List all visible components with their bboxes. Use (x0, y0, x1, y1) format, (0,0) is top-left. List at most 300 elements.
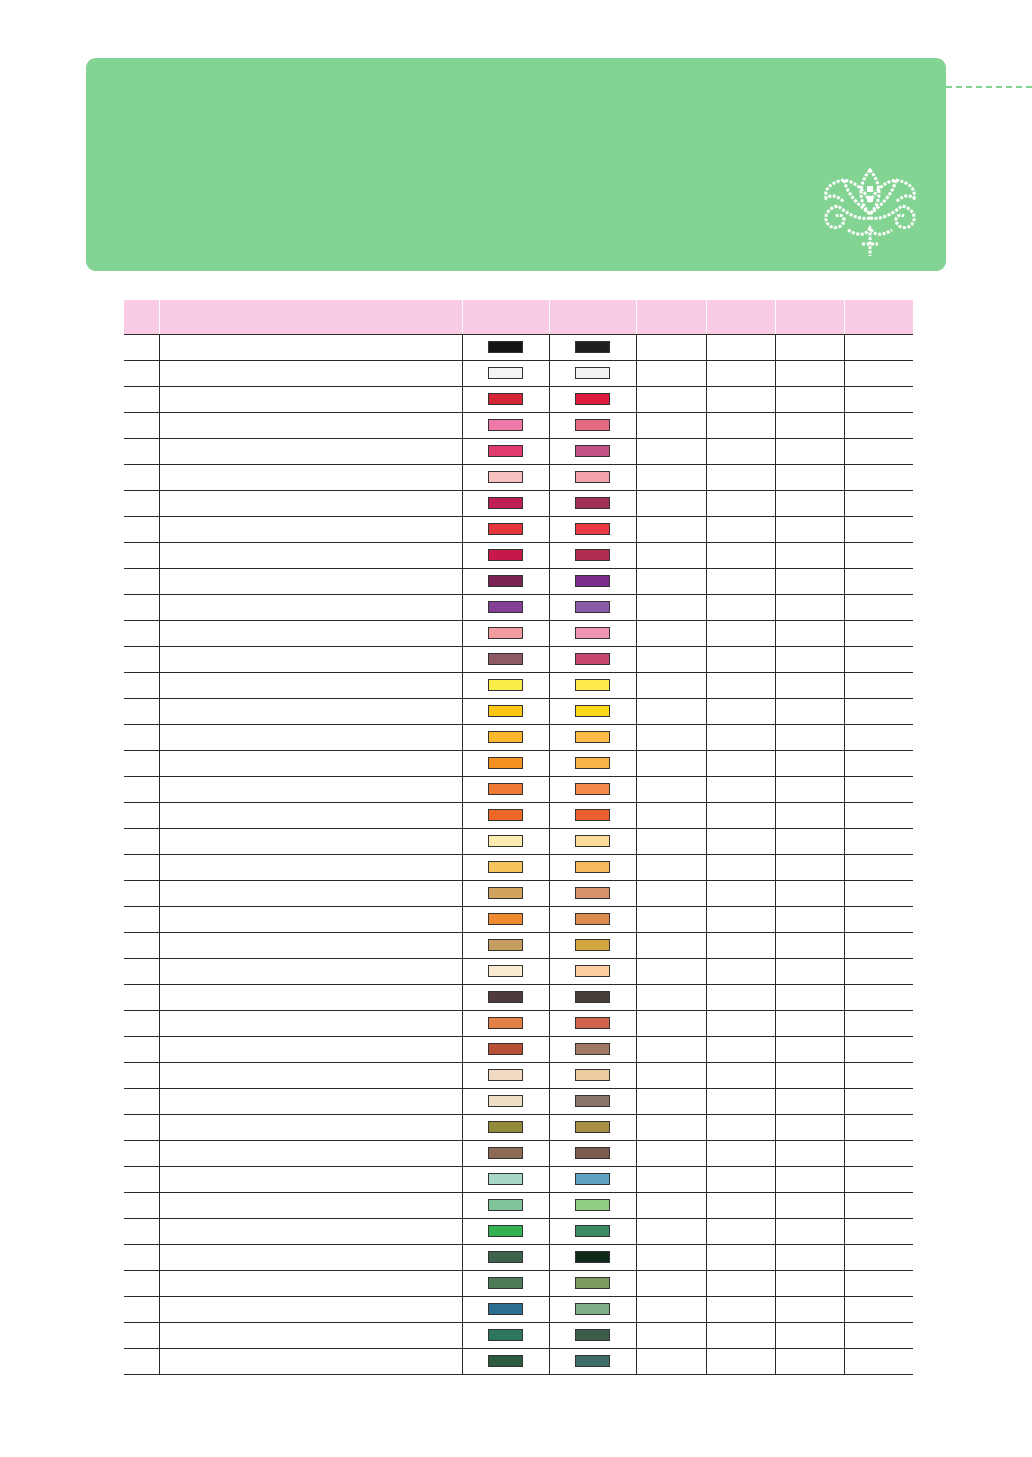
table-cell (636, 1167, 706, 1193)
table-cell (706, 647, 775, 673)
table-cell (124, 803, 159, 829)
table-row (124, 543, 913, 569)
table-row (124, 439, 913, 465)
table-cell (844, 517, 913, 543)
table-row (124, 829, 913, 855)
table-cell (636, 959, 706, 985)
table-cell (124, 751, 159, 777)
table-cell (159, 699, 462, 725)
color-swatch (488, 419, 523, 431)
table-cell (462, 335, 549, 361)
table-cell (844, 829, 913, 855)
color-swatch (575, 1069, 610, 1081)
table-cell (124, 881, 159, 907)
table-cell (549, 751, 636, 777)
color-swatch (575, 757, 610, 769)
table-cell (775, 1167, 844, 1193)
color-swatch (488, 965, 523, 977)
color-swatch (575, 939, 610, 951)
table-cell (844, 621, 913, 647)
table-cell (549, 673, 636, 699)
color-swatch (488, 523, 523, 535)
table-cell (549, 413, 636, 439)
table-row (124, 881, 913, 907)
color-swatch (488, 887, 523, 899)
table-cell (124, 725, 159, 751)
color-swatch (575, 341, 610, 353)
table-cell (636, 1271, 706, 1297)
color-swatch (488, 1069, 523, 1081)
table-cell (706, 1141, 775, 1167)
table-cell (124, 673, 159, 699)
table-cell (706, 491, 775, 517)
color-swatch (488, 1225, 523, 1237)
table-cell (844, 1193, 913, 1219)
table-cell (124, 335, 159, 361)
table-cell (775, 1297, 844, 1323)
table-cell (706, 439, 775, 465)
table-cell (159, 959, 462, 985)
table-cell (775, 1245, 844, 1271)
color-swatch (575, 705, 610, 717)
table-cell (159, 777, 462, 803)
table-cell (706, 465, 775, 491)
table-cell (775, 621, 844, 647)
table-cell (124, 1219, 159, 1245)
table-cell (775, 907, 844, 933)
color-swatch (575, 419, 610, 431)
color-swatch (575, 991, 610, 1003)
column-header-6 (706, 300, 775, 335)
table-cell (549, 829, 636, 855)
table-cell (159, 829, 462, 855)
table-cell (844, 959, 913, 985)
table-cell (706, 1219, 775, 1245)
table-cell (462, 829, 549, 855)
table-cell (775, 777, 844, 803)
table-cell (549, 543, 636, 569)
table-cell (549, 1219, 636, 1245)
table-cell (844, 387, 913, 413)
table-cell (706, 1115, 775, 1141)
table-cell (775, 335, 844, 361)
table-cell (636, 803, 706, 829)
lotus-motif-icon (818, 166, 922, 258)
table-cell (775, 1037, 844, 1063)
table-cell (462, 777, 549, 803)
table-cell (636, 621, 706, 647)
table-cell (549, 777, 636, 803)
table-cell (706, 777, 775, 803)
table-row (124, 1141, 913, 1167)
table-cell (706, 725, 775, 751)
table-row (124, 959, 913, 985)
table-cell (844, 491, 913, 517)
table-cell (549, 647, 636, 673)
color-swatch (488, 393, 523, 405)
table-cell (775, 1349, 844, 1375)
table-cell (549, 1167, 636, 1193)
table-cell (124, 1271, 159, 1297)
table-cell (124, 959, 159, 985)
color-swatch (488, 705, 523, 717)
color-swatch (575, 445, 610, 457)
table-row (124, 1115, 913, 1141)
table-row (124, 1271, 913, 1297)
table-cell (549, 1011, 636, 1037)
table-cell (775, 881, 844, 907)
table-row (124, 1063, 913, 1089)
table-cell (159, 907, 462, 933)
table-cell (462, 1297, 549, 1323)
table-cell (462, 673, 549, 699)
table-cell (124, 595, 159, 621)
color-swatch (488, 1199, 523, 1211)
table-cell (775, 1219, 844, 1245)
color-swatch (488, 497, 523, 509)
table-cell (706, 517, 775, 543)
table-row (124, 1037, 913, 1063)
table-cell (636, 361, 706, 387)
table-cell (636, 1011, 706, 1037)
table-cell (462, 751, 549, 777)
color-swatch (488, 731, 523, 743)
column-header-3 (462, 300, 549, 335)
table-cell (706, 387, 775, 413)
table-cell (159, 985, 462, 1011)
table-cell (159, 543, 462, 569)
table-cell (159, 335, 462, 361)
table-cell (124, 439, 159, 465)
table-cell (775, 751, 844, 777)
table-row (124, 751, 913, 777)
table-cell (636, 751, 706, 777)
table-cell (636, 1037, 706, 1063)
color-swatch (575, 1303, 610, 1315)
color-swatch (488, 341, 523, 353)
color-swatch (488, 783, 523, 795)
color-swatch (488, 1329, 523, 1341)
table-cell (159, 1167, 462, 1193)
table-cell (124, 1037, 159, 1063)
table-cell (462, 361, 549, 387)
color-swatch (488, 367, 523, 379)
color-swatch (488, 601, 523, 613)
table-cell (706, 933, 775, 959)
color-swatch (488, 1017, 523, 1029)
table-cell (549, 1037, 636, 1063)
table-cell (775, 829, 844, 855)
table-cell (636, 1323, 706, 1349)
table-cell (462, 959, 549, 985)
table-cell (844, 699, 913, 725)
table-cell (706, 1193, 775, 1219)
table-cell (159, 595, 462, 621)
column-header-4 (549, 300, 636, 335)
table-cell (844, 1271, 913, 1297)
table-cell (124, 907, 159, 933)
table-cell (549, 621, 636, 647)
color-swatch (575, 913, 610, 925)
table-cell (462, 491, 549, 517)
table-cell (549, 387, 636, 413)
table-cell (636, 1089, 706, 1115)
table-cell (549, 985, 636, 1011)
table-cell (706, 699, 775, 725)
color-swatch (575, 1173, 610, 1185)
table-cell (844, 543, 913, 569)
table-cell (124, 829, 159, 855)
table-cell (636, 855, 706, 881)
table-cell (636, 1063, 706, 1089)
table-cell (462, 387, 549, 413)
table-cell (706, 1323, 775, 1349)
color-swatch (488, 757, 523, 769)
table-row (124, 1167, 913, 1193)
table-cell (159, 517, 462, 543)
color-swatch (488, 1095, 523, 1107)
table-row (124, 1193, 913, 1219)
table-cell (462, 1141, 549, 1167)
table-cell (159, 751, 462, 777)
table-cell (775, 985, 844, 1011)
table-cell (124, 1089, 159, 1115)
table-row (124, 1323, 913, 1349)
color-swatch (575, 549, 610, 561)
color-swatch (575, 1147, 610, 1159)
color-swatch (488, 913, 523, 925)
table-cell (124, 1193, 159, 1219)
table-row (124, 907, 913, 933)
table-cell (462, 1193, 549, 1219)
table-cell (159, 1245, 462, 1271)
table-cell (636, 1245, 706, 1271)
color-swatch (488, 471, 523, 483)
table-cell (462, 1115, 549, 1141)
table-row (124, 569, 913, 595)
table-cell (462, 465, 549, 491)
table-cell (844, 439, 913, 465)
table-cell (775, 1323, 844, 1349)
table-cell (159, 361, 462, 387)
table-cell (706, 621, 775, 647)
color-swatch (575, 1121, 610, 1133)
table-cell (159, 387, 462, 413)
table-cell (549, 465, 636, 491)
table-cell (549, 1349, 636, 1375)
table-cell (159, 1115, 462, 1141)
table-cell (775, 699, 844, 725)
table-cell (549, 725, 636, 751)
table-cell (775, 959, 844, 985)
color-swatch (575, 575, 610, 587)
table-cell (124, 777, 159, 803)
table-cell (844, 1063, 913, 1089)
table-cell (462, 621, 549, 647)
table-cell (636, 543, 706, 569)
color-swatch (488, 835, 523, 847)
table-cell (844, 361, 913, 387)
table-cell (159, 439, 462, 465)
table-cell (636, 699, 706, 725)
color-swatch (575, 393, 610, 405)
color-swatch (488, 861, 523, 873)
table-header-row (124, 300, 913, 335)
table-cell (124, 1245, 159, 1271)
table-cell (636, 725, 706, 751)
table-row (124, 1245, 913, 1271)
table-cell (706, 543, 775, 569)
table-row (124, 465, 913, 491)
column-header-1 (124, 300, 159, 335)
table-cell (124, 621, 159, 647)
table-cell (549, 881, 636, 907)
table-cell (706, 335, 775, 361)
table-cell (706, 1089, 775, 1115)
table-cell (706, 1167, 775, 1193)
table-cell (636, 933, 706, 959)
table-cell (844, 1245, 913, 1271)
table-cell (844, 595, 913, 621)
table-cell (706, 855, 775, 881)
table-cell (706, 595, 775, 621)
color-swatch (575, 679, 610, 691)
table-cell (124, 517, 159, 543)
column-header-8 (844, 300, 913, 335)
table-cell (636, 829, 706, 855)
table-cell (775, 933, 844, 959)
color-swatch (575, 783, 610, 795)
table-cell (706, 569, 775, 595)
table-cell (462, 1011, 549, 1037)
color-swatch (575, 1277, 610, 1289)
table-cell (159, 855, 462, 881)
column-header-7 (775, 300, 844, 335)
color-swatch (575, 887, 610, 899)
table-cell (124, 1011, 159, 1037)
table-cell (549, 1115, 636, 1141)
table-row (124, 933, 913, 959)
table-cell (775, 491, 844, 517)
table-cell (844, 335, 913, 361)
table-cell (462, 1349, 549, 1375)
color-swatch (488, 991, 523, 1003)
table-cell (549, 491, 636, 517)
color-swatch (488, 1355, 523, 1367)
table-cell (462, 985, 549, 1011)
table-cell (844, 1037, 913, 1063)
color-swatch (488, 1251, 523, 1263)
table-row (124, 1219, 913, 1245)
table-cell (159, 569, 462, 595)
table-row (124, 517, 913, 543)
table-cell (159, 1271, 462, 1297)
table-cell (775, 543, 844, 569)
table-row (124, 699, 913, 725)
table-cell (549, 959, 636, 985)
table-cell (462, 439, 549, 465)
table-cell (844, 673, 913, 699)
color-swatch (575, 1329, 610, 1341)
table-cell (159, 1219, 462, 1245)
table-cell (462, 1063, 549, 1089)
table-cell (775, 1115, 844, 1141)
table-cell (549, 1297, 636, 1323)
table-cell (549, 1323, 636, 1349)
table-cell (844, 1089, 913, 1115)
table-cell (124, 699, 159, 725)
color-swatch (488, 1043, 523, 1055)
table-cell (124, 1297, 159, 1323)
table-cell (706, 361, 775, 387)
table-cell (549, 1245, 636, 1271)
table-cell (549, 907, 636, 933)
table-cell (775, 647, 844, 673)
table-cell (844, 855, 913, 881)
column-header-2 (159, 300, 462, 335)
table-cell (706, 1245, 775, 1271)
table-cell (844, 465, 913, 491)
table-cell (775, 517, 844, 543)
table-cell (159, 1323, 462, 1349)
table-cell (159, 465, 462, 491)
table-cell (462, 1271, 549, 1297)
table-cell (124, 543, 159, 569)
table-row (124, 1011, 913, 1037)
table-row (124, 777, 913, 803)
table-cell (462, 725, 549, 751)
table-cell (462, 1167, 549, 1193)
table-cell (775, 725, 844, 751)
table-cell (636, 673, 706, 699)
color-swatch (575, 1225, 610, 1237)
table-row (124, 387, 913, 413)
table-cell (706, 1349, 775, 1375)
color-swatch (488, 1121, 523, 1133)
color-swatch (575, 1199, 610, 1211)
table-cell (462, 517, 549, 543)
color-swatch (575, 1251, 610, 1263)
color-swatch (488, 1303, 523, 1315)
table-cell (775, 361, 844, 387)
table-cell (706, 985, 775, 1011)
color-swatch (575, 497, 610, 509)
table-row (124, 725, 913, 751)
table-cell (159, 673, 462, 699)
table-cell (636, 517, 706, 543)
color-swatch (575, 471, 610, 483)
table-cell (549, 361, 636, 387)
dashed-guide-line (946, 86, 1032, 88)
color-swatch (575, 1017, 610, 1029)
table-cell (775, 569, 844, 595)
table-cell (124, 491, 159, 517)
table-cell (844, 933, 913, 959)
table-row (124, 1089, 913, 1115)
table-cell (636, 387, 706, 413)
table-cell (844, 1323, 913, 1349)
table-row (124, 595, 913, 621)
table-cell (549, 517, 636, 543)
table-cell (636, 1297, 706, 1323)
table-cell (706, 1063, 775, 1089)
table-cell (636, 1141, 706, 1167)
color-chart-table (124, 300, 913, 1375)
table-cell (706, 959, 775, 985)
table-cell (844, 413, 913, 439)
color-swatch (575, 1043, 610, 1055)
table-row (124, 803, 913, 829)
